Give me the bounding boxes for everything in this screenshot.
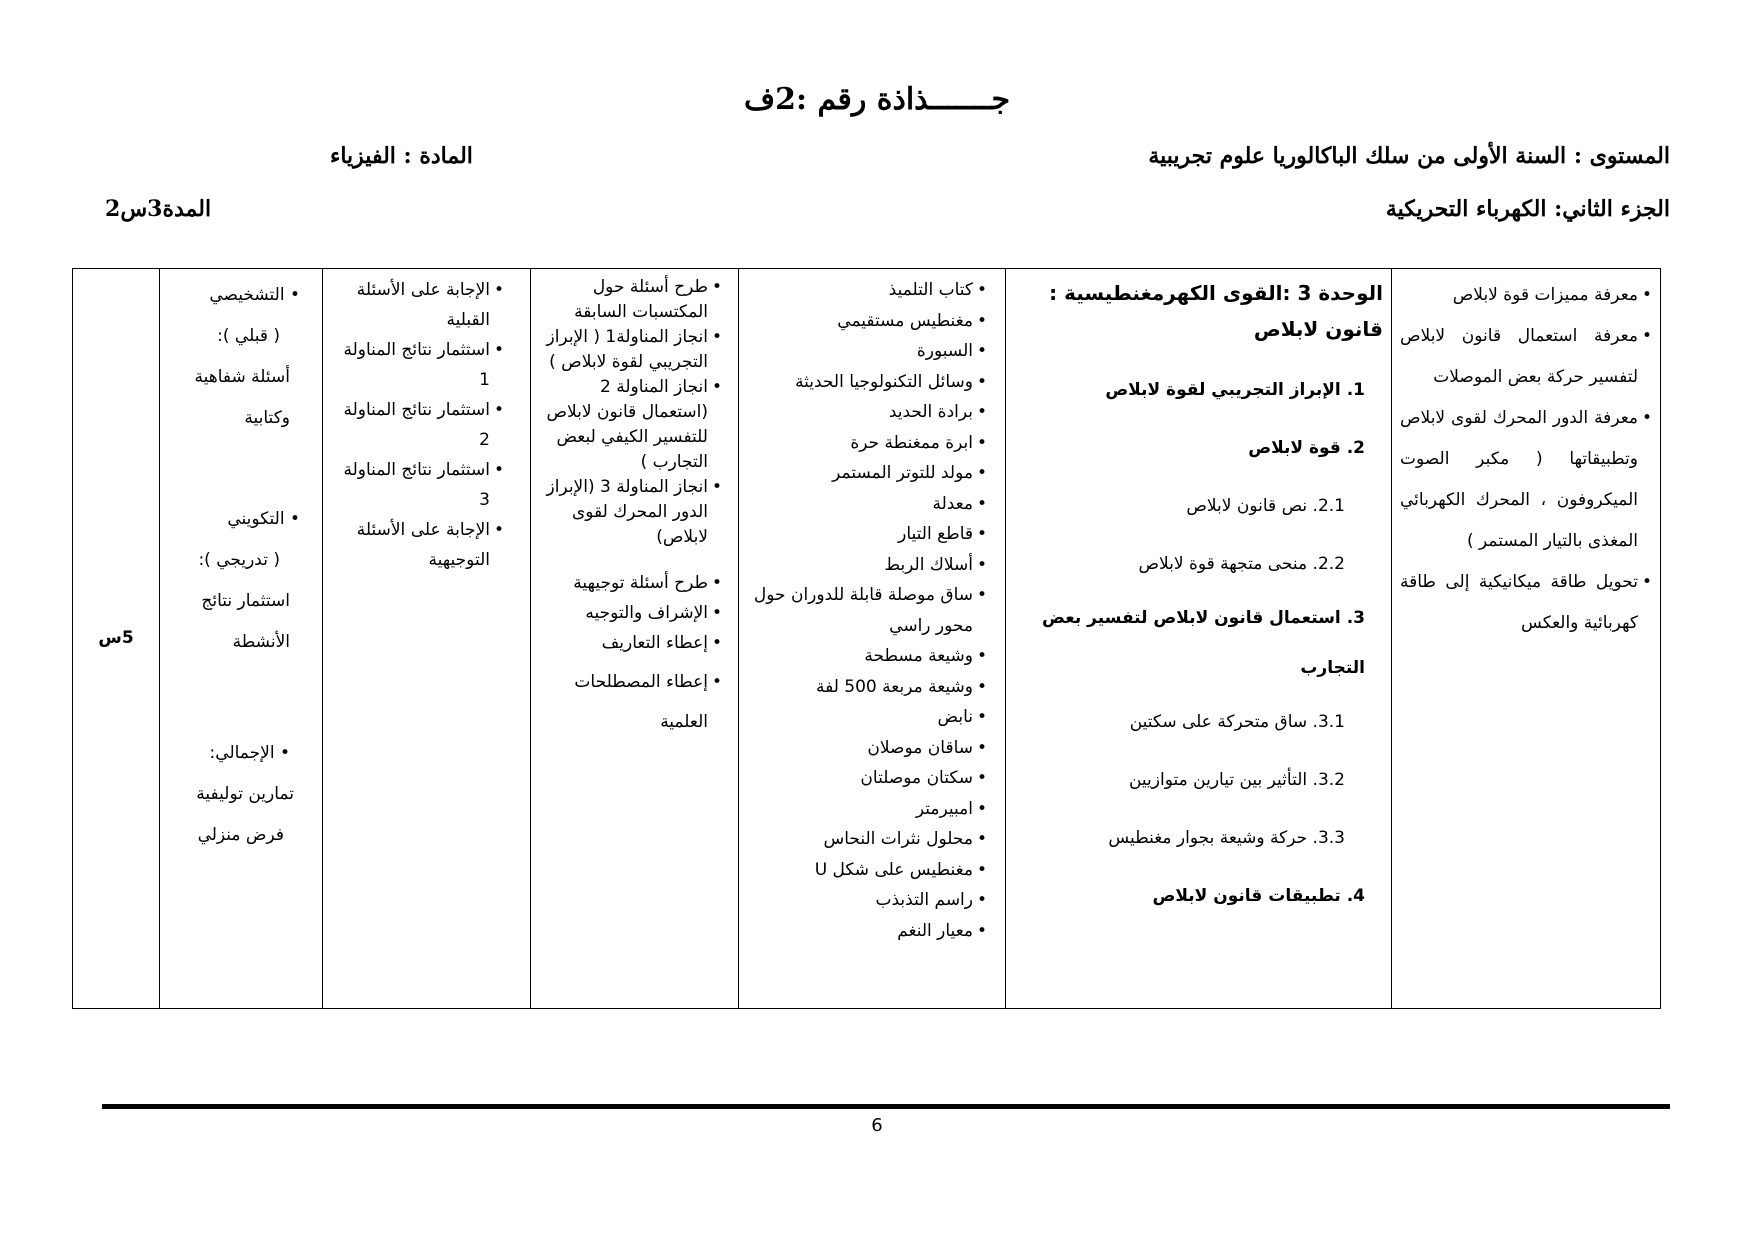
teacher-activity-item: • الإشراف والتوجيه xyxy=(539,598,722,628)
content-cell xyxy=(1006,269,1392,1009)
eval-diagnostic-sub: ( قبلي ): xyxy=(217,326,280,346)
content-item: 3.1. ساق متحركة على سكتين xyxy=(1129,712,1345,732)
student-activities-cell xyxy=(323,269,531,1009)
eval-formative-desc: استثمار نتائج الأنشطة xyxy=(201,591,290,652)
subject-label: المادة : الفيزياء xyxy=(330,143,473,169)
content-item: 2.2. منحى متجهة قوة لابلاص xyxy=(1138,554,1345,574)
student-activity-item: • الإجابة على الأسئلة التوجيهية xyxy=(331,515,504,575)
teacher-activity-item: • إعطاء المصطلحات العلمية xyxy=(539,662,722,742)
lesson-plan-table xyxy=(72,268,1661,1009)
duration-label: المدة3س2 xyxy=(105,196,212,222)
material-item: • ساقان موصلان xyxy=(747,733,987,764)
teacher-activity-item: • طرح أسئلة توجيهية xyxy=(539,568,722,598)
objective-item: • تحويل طاقة ميكانيكية إلى طاقة كهربائية والعكس xyxy=(1400,562,1652,644)
document-title: جـــــــذاذة رقم :2ف xyxy=(744,82,1010,117)
material-item: • مغنطيس على شكل U xyxy=(747,855,987,886)
material-item: • السبورة xyxy=(747,336,987,367)
unit-title: الوحدة 3 :القوى الكهرمغنطيسية : قانون لابلاص xyxy=(1049,281,1383,341)
content-item: 3. استعمال قانون لابلاص لتفسير بعض التجارب xyxy=(1042,608,1365,678)
page-number: 6 xyxy=(871,1115,883,1136)
material-item: • قاطع التيار xyxy=(747,519,987,550)
material-item: • وشيعة مسطحة xyxy=(747,641,987,672)
material-item: • كتاب التلميذ xyxy=(747,275,987,306)
objective-item: • معرفة الدور المحرك لقوى لابلاص وتطبيقاتها ( مكبر الصوت الميكروفون ، المحرك الكهربائي المغذى بالتيار المستمر ) xyxy=(1400,398,1652,562)
teacher-activity-item: • انجاز المناولة1 ( الإبراز التجريبي لقوة لابلاص ) xyxy=(539,325,722,375)
materials-cell xyxy=(739,269,1006,1009)
material-item: • ساق موصلة قابلة للدوران حول محور راسي xyxy=(747,580,987,641)
duration-cell: 5س xyxy=(73,269,160,1009)
content-item: 2. قوة لابلاص xyxy=(1248,438,1365,458)
material-item: • برادة الحديد xyxy=(747,397,987,428)
student-activity-item: • استثمار نتائج المناولة 2 xyxy=(331,395,504,455)
material-item: • مغنطيس مستقيمي xyxy=(747,306,987,337)
material-item: • نابض xyxy=(747,702,987,733)
part-label: الجزء الثاني: الكهرباء التحريكية xyxy=(1385,196,1670,222)
material-item: • سكتان موصلتان xyxy=(747,763,987,794)
eval-summative-desc: فرض منزلي xyxy=(197,825,284,845)
material-item: • وسائل التكنولوجيا الحديثة xyxy=(747,367,987,398)
material-item: • محلول نثرات النحاس xyxy=(747,824,987,855)
objectives-cell xyxy=(1392,269,1661,1009)
teacher-activity-item: • طرح أسئلة حول المكتسبات السابقة xyxy=(539,275,722,325)
material-item: • امبيرمتر xyxy=(747,794,987,825)
teacher-activity-item: • انجاز المناولة 3 (الإبراز الدور المحرك لقوى لابلاص) xyxy=(539,475,722,550)
content-item: 3.3. حركة وشيعة بجوار مغنطيس xyxy=(1108,828,1345,848)
eval-summative: • الإجمالي: xyxy=(209,743,290,763)
teacher-activity-item: • انجاز المناولة 2 (استعمال قانون لابلاص للتفسير الكيفي لبعض التجارب ) xyxy=(539,375,722,475)
material-item: • مولد للتوتر المستمر xyxy=(747,458,987,489)
eval-formative: • التكويني xyxy=(227,509,300,529)
level-label: المستوى : السنة الأولى من سلك الباكالوريا علوم تجريبية xyxy=(1148,143,1670,169)
content-item: 2.1. نص قانون لابلاص xyxy=(1186,496,1345,516)
material-item: • معيار النغم xyxy=(747,916,987,947)
objective-item: • معرفة استعمال قانون لابلاص لتفسير حركة بعض الموصلات xyxy=(1400,316,1652,398)
eval-summative-desc: تمارين توليفية xyxy=(196,784,294,804)
teacher-activities-cell xyxy=(531,269,739,1009)
material-item: • معدلة xyxy=(747,489,987,520)
student-activity-item: • الإجابة على الأسئلة القبلية xyxy=(331,275,504,335)
material-item: • وشيعة مربعة 500 لفة xyxy=(747,672,987,703)
teacher-activity-item: • إعطاء التعاريف xyxy=(539,628,722,658)
objective-item: • معرفة مميزات قوة لابلاص xyxy=(1400,275,1652,316)
evaluation-cell xyxy=(160,269,323,1009)
footer-rule xyxy=(102,1104,1670,1109)
material-item: • أسلاك الربط xyxy=(747,550,987,581)
content-item: 3.2. التأثير بين تيارين متوازيين xyxy=(1128,770,1345,790)
student-activity-item: • استثمار نتائج المناولة 3 xyxy=(331,455,504,515)
eval-diagnostic-desc: أسئلة شفاهية وكتابية xyxy=(194,367,290,428)
content-item: 4. تطبيقات قانون لابلاص xyxy=(1152,886,1365,906)
eval-diagnostic: • التشخيصي xyxy=(209,285,300,305)
content-item: 1. الإبراز التجريبي لقوة لابلاص xyxy=(1105,380,1365,400)
eval-formative-sub: ( تدريجي ): xyxy=(198,550,280,570)
student-activity-item: • استثمار نتائج المناولة 1 xyxy=(331,335,504,395)
material-item: • راسم التذبذب xyxy=(747,885,987,916)
material-item: • ابرة ممغنطة حرة xyxy=(747,428,987,459)
